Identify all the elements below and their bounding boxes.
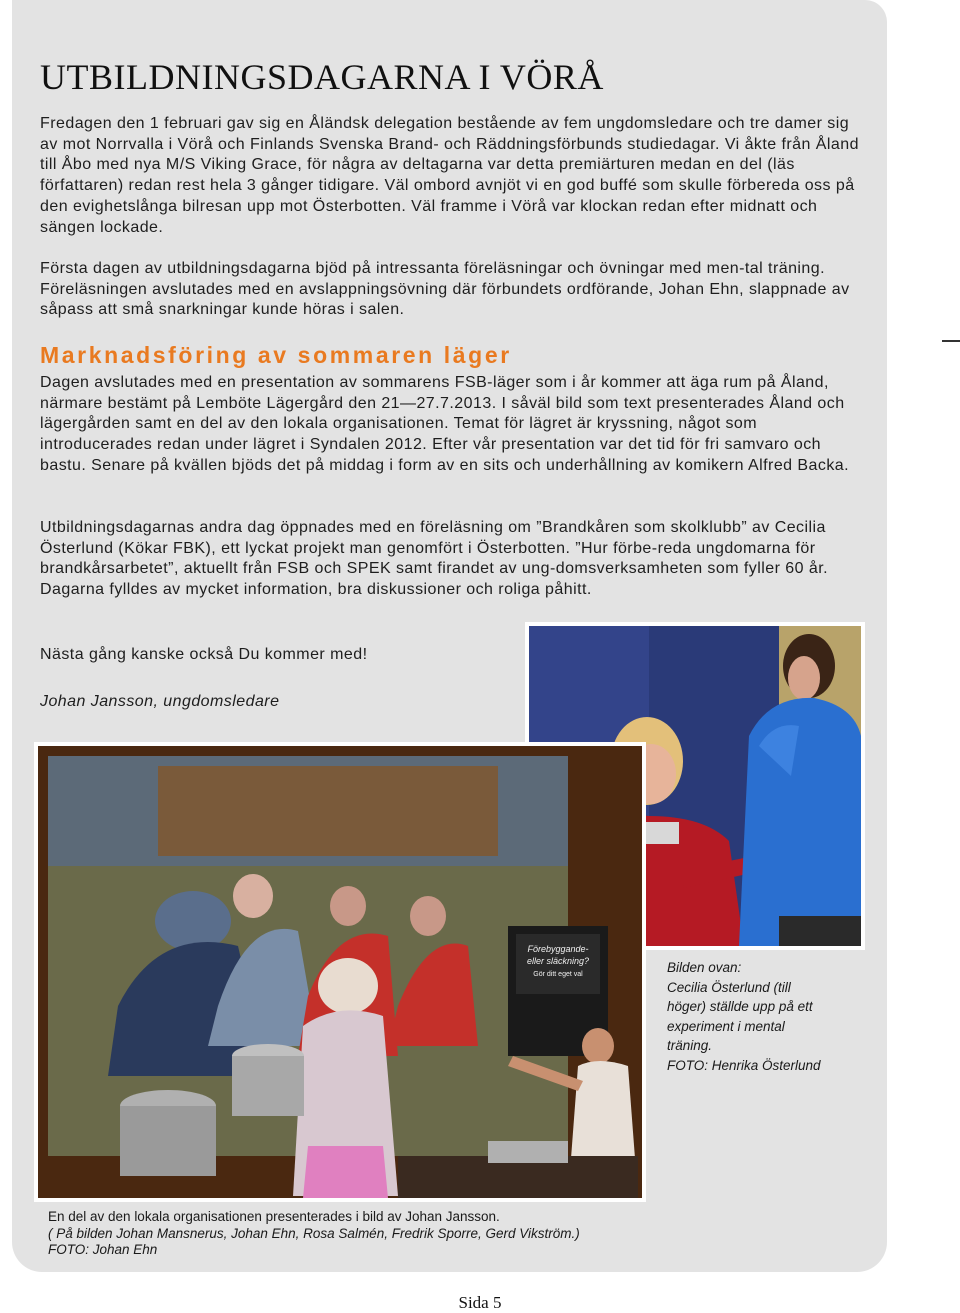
caption-line: FOTO: Johan Ehn	[48, 1242, 158, 1257]
photo-presentation-image	[38, 746, 642, 1198]
photo-right-caption	[667, 958, 857, 1075]
section-heading: Marknadsföring av sommaren läger	[40, 342, 512, 368]
margin-rule	[942, 340, 960, 342]
photo-presentation	[34, 742, 646, 1202]
caption-line: experiment i mental	[667, 1018, 785, 1034]
caption-line: FOTO: Henrika Österlund	[667, 1057, 821, 1073]
paragraph-intro: Fredagen den 1 februari gav sig en Åländsk delegation bestående av fem ungdomsledare och tre damer sig av mot Norrvalla i Vörå och Finlands Svenska Brand- och Räddningsförbunds studiedagar. Vi åkte från Åland till Åbo med nya M/S Viking Grace, för några av deltagarna var detta premiärturen medan en del (läs författaren) redan rest hela 3 gånger tidigare. Väl ombord avnjöt vi en god buffé som skulle förbereda oss på den evighetslånga bilresan upp mot Österbotten. Väl framme i Vörå var klockan redan efter midnatt och sängen lockade.	[40, 115, 859, 236]
paragraph-camp-presentation: Dagen avslutades med en presentation av sommarens FSB-läger som i år kommer att äga rum på Åland, närmare bestämt på Lemböte Lägergård den 21—27.7.2013. I såväl bild som text presenterades Åland och lägergården samt en del av den lokala organisationen. Temat för lägret är kryssning, något som introducerades redan under lägret i Syndalen 2012. Efter vår presentation var det tid för fri samvaro och bastu. Senare på kvällen bjöds det på middag i form av en sits och underhållning av komikern Alfred Backa.	[40, 374, 850, 474]
caption-line: Bilden ovan:	[667, 960, 742, 975]
caption-line: träning.	[667, 1038, 713, 1053]
caption-line: En del av den lokala organisationen presenterades i bild av Johan Jansson.	[48, 1209, 500, 1224]
photo-left-caption	[48, 1209, 868, 1259]
page-number: Sida 5	[458, 1293, 502, 1312]
signature: Johan Jansson, ungdomsledare	[40, 693, 280, 710]
paragraph-second-day: Utbildningsdagarnas andra dag öppnades med en föreläsning om ”Brandkåren som skolklubb” av Cecilia Österlund (Kökar FBK), ett lyckat projekt man genomfört i Österbotten. ”Hur förbe-reda ungdomarna för brandkårsarbetet”, aktuellt från FSB och SPEK samt firandet av ung-domsverksamheten som fyller 60 år. Dagarna fylldes av mycket information, bra diskussioner och roliga påhitt.	[40, 519, 829, 599]
caption-line: ( På bilden Johan Mansnerus, Johan Ehn, Rosa Salmén, Fredrik Sporre, Gerd Vikström.)	[48, 1225, 580, 1241]
caption-line: höger) ställde upp på ett	[667, 999, 813, 1014]
poster-text-line: Förebyggande-	[527, 944, 589, 954]
poster-text-line: Gör ditt eget val	[533, 971, 583, 978]
article-title: UTBILDNINGSDAGARNA I VÖRÅ	[40, 57, 604, 97]
paragraph-closing: Nästa gång kanske också Du kommer med!	[40, 646, 368, 663]
caption-line: Cecilia Österlund (till	[667, 979, 791, 995]
poster-text-line: eller släckning?	[526, 956, 590, 966]
paragraph-first-day: Första dagen av utbildningsdagarna bjöd på intressanta föreläsningar och övningar med men-tal träning. Föreläsningen avslutades med en avslappningsövning där förbundets ordförande, Johan Ehn, slappnade av såpass att små snarkningar kunde höras i salen.	[40, 260, 850, 319]
